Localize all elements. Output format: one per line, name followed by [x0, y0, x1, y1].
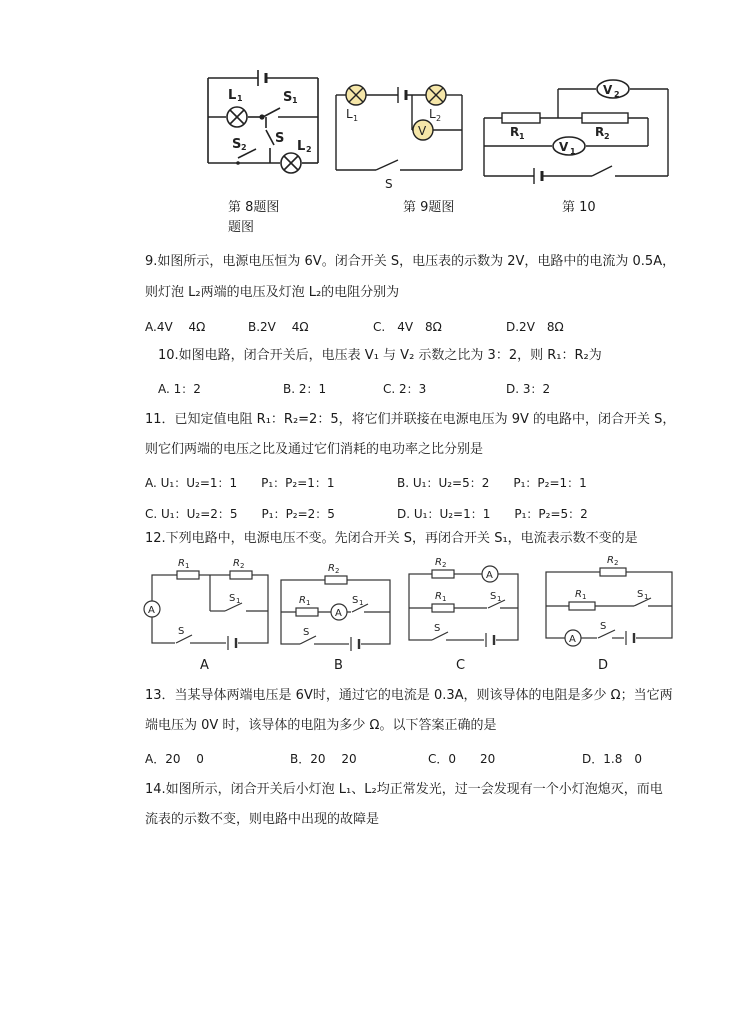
- fig10-label-r2: R: [595, 125, 605, 139]
- q13-option-d[interactable]: D．1.8 0: [582, 752, 642, 766]
- svg-text:1: 1: [237, 94, 243, 103]
- svg-text:1: 1: [185, 562, 190, 570]
- q10-option-c[interactable]: C. 2：3: [383, 382, 427, 396]
- q14-stem-line1: 14.如图所示，闭合开关后小灯泡 L₁、L₂均正常发光，过一会发现有一个小灯泡熄灭，而电: [145, 782, 663, 797]
- q10-option-d[interactable]: D. 3：2: [506, 382, 551, 396]
- q13-option-b[interactable]: B．20 20: [290, 752, 357, 766]
- q11-option-d[interactable]: D. U₁：U₂=1：1 P₁：P₂=5：2: [397, 507, 588, 521]
- q9-option-c[interactable]: C. 4V 8Ω: [373, 320, 442, 334]
- q11-option-c[interactable]: C. U₁：U₂=2：5 P₁：P₂=2：5: [145, 507, 335, 521]
- svg-text:1: 1: [570, 147, 576, 156]
- svg-text:R: R: [435, 557, 442, 568]
- fig8-label-s2: S: [232, 137, 242, 152]
- svg-text:2: 2: [241, 143, 247, 152]
- svg-text:S: S: [490, 591, 497, 602]
- q14-stem-line2: 流表的示数不变，则电路中出现的故障是: [145, 812, 380, 827]
- svg-text:2: 2: [614, 559, 619, 567]
- svg-text:2: 2: [240, 562, 245, 570]
- svg-text:2: 2: [442, 561, 447, 569]
- q11-option-b[interactable]: B. U₁：U₂=5：2 P₁：P₂=1：1: [397, 476, 587, 490]
- svg-text:1: 1: [306, 599, 311, 607]
- fig8-label-l1: L: [228, 88, 237, 103]
- svg-text:R: R: [233, 558, 240, 569]
- q13-option-a[interactable]: A．20 0: [145, 752, 204, 766]
- q12-circuit-label-d[interactable]: D: [598, 658, 609, 673]
- svg-text:1: 1: [442, 595, 447, 603]
- svg-text:1: 1: [359, 599, 364, 607]
- svg-text:1: 1: [644, 593, 649, 601]
- q12-stem: 12.下列电路中，电源电压不变。先闭合开关 S，再闭合开关 S₁，电流表示数不变的是: [145, 531, 638, 546]
- svg-text:S: S: [600, 621, 607, 632]
- q10-stem: 10.如图电路，闭合开关后，电压表 V₁ 与 V₂ 示数之比为 3：2，则 R₁：R₂为: [158, 348, 602, 363]
- svg-text:1: 1: [353, 114, 359, 123]
- svg-text:A: A: [486, 570, 493, 581]
- fig10-caption: 第 10: [562, 200, 596, 215]
- q10-option-a[interactable]: A. 1：2: [158, 382, 201, 396]
- svg-text:1: 1: [236, 597, 241, 605]
- q11-stem-line1: 11．已知定值电阻 R₁：R₂=2：5，将它们并联接在电源电压为 9V 的电路中，闭合开关 S，: [145, 412, 676, 427]
- svg-text:2: 2: [614, 90, 620, 99]
- svg-text:R: R: [328, 563, 335, 574]
- svg-text:A: A: [148, 605, 155, 616]
- svg-text:1: 1: [582, 593, 587, 601]
- svg-text:A: A: [569, 634, 576, 645]
- fig8-caption: 第 8题图: [228, 200, 280, 215]
- svg-text:S: S: [229, 593, 236, 604]
- fig9-label-s: S: [385, 177, 393, 191]
- q11-option-a[interactable]: A. U₁：U₂=1：1 P₁：P₂=1：1: [145, 476, 335, 490]
- svg-text:R: R: [607, 555, 614, 566]
- svg-text:S: S: [178, 626, 185, 637]
- fig8-caption-line2: 题图: [228, 220, 255, 235]
- fig9-label-l1: L: [346, 107, 353, 121]
- svg-text:S: S: [434, 623, 441, 634]
- q12-circuit-label-c[interactable]: C: [456, 658, 466, 673]
- fig10-label-v2: V: [603, 83, 613, 97]
- svg-text:1: 1: [519, 132, 525, 141]
- svg-text:S: S: [303, 627, 310, 638]
- svg-text:1: 1: [292, 96, 298, 105]
- svg-text:R: R: [435, 591, 442, 602]
- svg-text:2: 2: [436, 114, 442, 123]
- q9-option-a[interactable]: A.4V 4Ω: [145, 320, 206, 334]
- q13-option-c[interactable]: C．0 20: [428, 752, 496, 766]
- q12-circuit-label-b[interactable]: B: [334, 658, 343, 673]
- q9-stem-line2: 则灯泡 L₂两端的电压及灯泡 L₂的电阻分别为: [145, 285, 400, 300]
- fig9-label-l2: L: [429, 107, 436, 121]
- svg-text:R: R: [299, 595, 306, 606]
- svg-text:A: A: [335, 608, 342, 619]
- q9-option-d[interactable]: D.2V 8Ω: [506, 320, 564, 334]
- q13-stem-line2: 端电压为 0V 时，该导体的电阻为多少 Ω。以下答案正确的是: [145, 718, 497, 733]
- svg-text:R: R: [178, 558, 185, 569]
- fig8-label-s1: S: [283, 90, 293, 105]
- q9-stem-line1: 9.如图所示，电源电压恒为 6V。闭合开关 S，电压表的示数为 2V，电路中的电流为 0.5A，: [145, 254, 676, 269]
- fig8-label-l2: L: [297, 139, 306, 154]
- fig8-label-s: S: [275, 131, 285, 146]
- svg-text:2: 2: [604, 132, 610, 141]
- fig9-label-v: V: [418, 124, 427, 138]
- q12-circuit-label-a[interactable]: A: [200, 658, 209, 673]
- svg-text:2: 2: [306, 145, 312, 154]
- q9-option-b[interactable]: B.2V 4Ω: [248, 320, 309, 334]
- q13-stem-line1: 13．当某导体两端电压是 6V时，通过它的电流是 0.3A，则该导体的电阻是多少 Ω；当它两: [145, 688, 673, 703]
- fig9-caption: 第 9题图: [403, 200, 455, 215]
- q11-stem-line2: 则它们两端的电压之比及通过它们消耗的电功率之比分别是: [145, 442, 484, 457]
- svg-text:1: 1: [497, 595, 502, 603]
- fig10-label-r1: R: [510, 125, 520, 139]
- svg-text:S: S: [352, 595, 359, 606]
- svg-text:R: R: [575, 589, 582, 600]
- svg-text:2: 2: [335, 567, 340, 575]
- fig10-label-v1: V: [559, 140, 569, 154]
- svg-text:S: S: [637, 589, 644, 600]
- q10-option-b[interactable]: B. 2：1: [283, 382, 327, 396]
